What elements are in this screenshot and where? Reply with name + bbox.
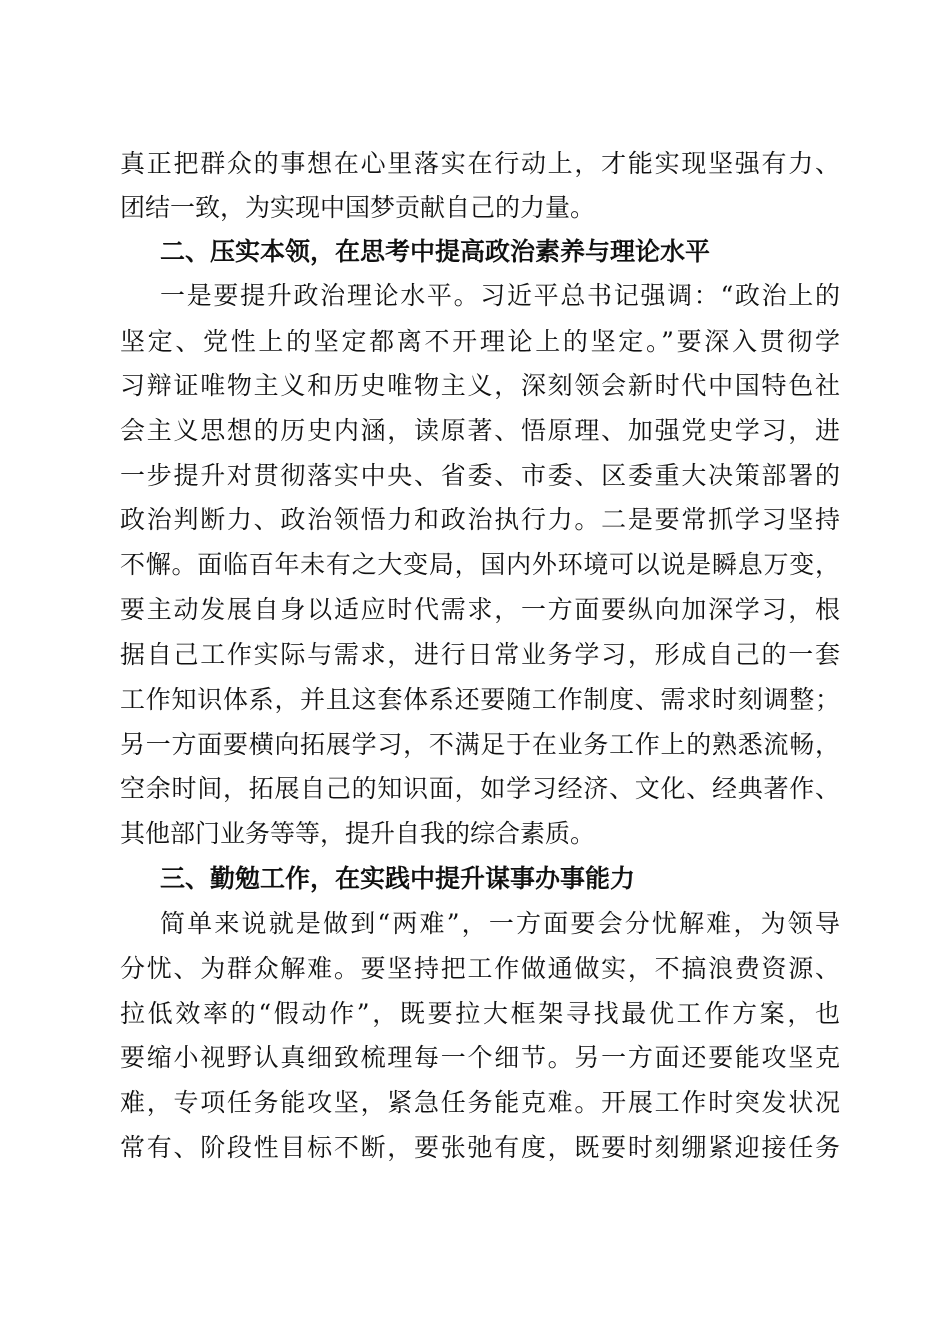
section-heading-2: 二、压实本领，在思考中提高政治素养与理论水平 [160,237,711,266]
body-text-line: 常有、阶段性目标不断，要张弛有度，既要时刻绷紧迎接任务 [120,1133,840,1162]
body-text-line: 真正把群众的事想在心里落实在行动上，才能实现坚强有力、 [120,149,840,178]
body-text-line: 会主义思想的历史内涵，读原著、悟原理、加强党史学习，进 [120,416,840,445]
section-heading-3: 三、勤勉工作，在实践中提升谋事办事能力 [160,864,636,893]
body-text-line: 另一方面要横向拓展学习，不满足于在业务工作上的熟悉流畅， [120,730,840,759]
body-text-line: 一步提升对贯彻落实中央、省委、市委、区委重大决策部署的 [120,461,840,490]
body-text-line: 习辩证唯物主义和历史唯物主义，深刻领会新时代中国特色社 [120,371,840,400]
body-text-line: 一是要提升政治理论水平。习近平总书记强调：“政治上的 [160,281,840,310]
body-text-line: 工作知识体系，并且这套体系还要随工作制度、需求时刻调整； [120,685,840,714]
body-text-line: 要缩小视野认真细致梳理每一个细节。另一方面还要能攻坚克 [120,1043,840,1072]
body-text-line: 难，专项任务能攻坚，紧急任务能克难。开展工作时突发状况 [120,1088,840,1117]
body-text-line: 坚定、党性上的坚定都离不开理论上的坚定。”要深入贯彻学 [120,327,840,356]
body-text-line: 团结一致，为实现中国梦贡献自己的力量。 [120,193,596,222]
body-text-line: 要主动发展自身以适应时代需求，一方面要纵向加深学习，根 [120,595,840,624]
body-text-line: 政治判断力、政治领悟力和政治执行力。二是要常抓学习坚持 [120,505,840,534]
body-text-line: 据自己工作实际与需求，进行日常业务学习，形成自己的一套 [120,640,840,669]
body-text-line: 空余时间，拓展自己的知识面，如学习经济、文化、经典著作、 [120,774,840,803]
body-text-line: 简单来说就是做到“两难”，一方面要会分忧解难，为领导 [160,909,840,938]
body-text-line: 其他部门业务等等，提升自我的综合素质。 [120,819,596,848]
body-text-line: 不懈。面临百年未有之大变局，国内外环境可以说是瞬息万变， [120,550,840,579]
body-text-line: 分忧、为群众解难。要坚持把工作做通做实，不搞浪费资源、 [120,954,840,983]
body-text-line: 拉低效率的“假动作”，既要拉大框架寻找最优工作方案，也 [120,999,840,1028]
